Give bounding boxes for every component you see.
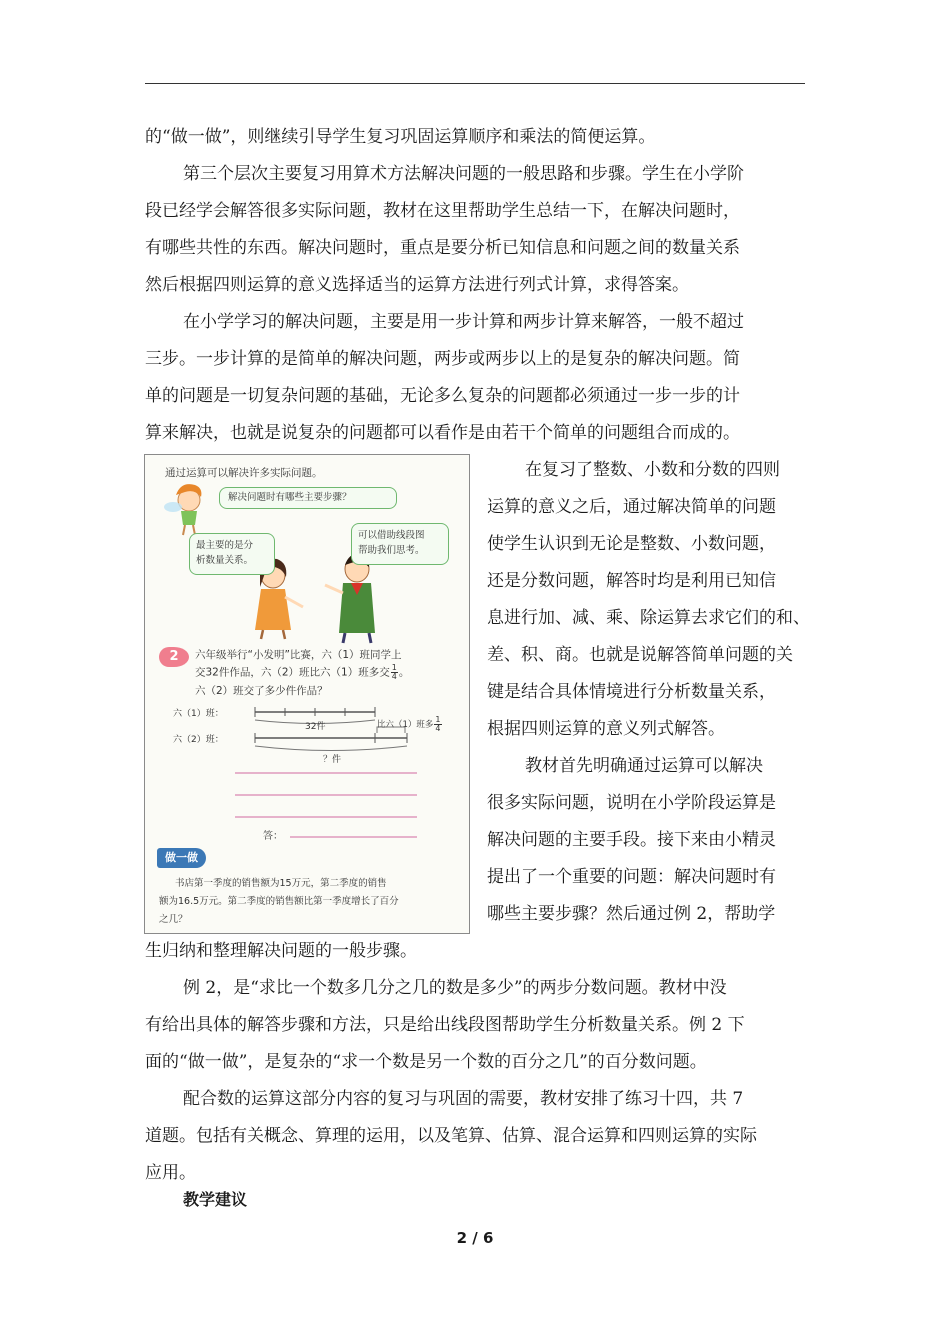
text-line: 运算的意义之后，通过解决简单的问题 bbox=[487, 497, 776, 517]
practice-text-line: 额为16.5万元。第二季度的销售额比第一季度增长了百分 bbox=[159, 896, 399, 907]
elf-question-bubble bbox=[219, 487, 397, 509]
text-line: 配合数的运算这部分内容的复习与巩固的需要，教材安排了练习十四，共 7 bbox=[183, 1089, 744, 1109]
text-line: 面的“做一做”，是复杂的“求一个数是另一个数的百分之几”的百分数问题。 bbox=[145, 1052, 707, 1072]
girl-speech-line: 析数量关系。 bbox=[196, 555, 254, 566]
example-text-line: 六（2）班交了多少件作品？ bbox=[195, 685, 328, 697]
text-line: 教材首先明确通过运算可以解决 bbox=[525, 756, 763, 776]
text-line: 很多实际问题，说明在小学阶段运算是 bbox=[487, 793, 776, 813]
text-line: 有哪些共性的东西。解决问题时，重点是要分析已知信息和问题之间的数量关系 bbox=[145, 238, 740, 258]
answer-label: 答： bbox=[263, 831, 283, 842]
practice-text-line: 书店第一季度的销售额为15万元，第二季度的销售 bbox=[175, 878, 387, 889]
page-number: 2 / 6 bbox=[456, 1229, 494, 1247]
textbook-figure bbox=[144, 454, 470, 934]
fraction-denominator: 4 bbox=[391, 672, 397, 681]
text-line: 解决问题的主要手段。接下来由小精灵 bbox=[487, 830, 776, 850]
more-label-text: 比六（1）班多 bbox=[377, 720, 434, 730]
text-line: 息进行加、减、乘、除运算去求它们的和、 bbox=[487, 608, 810, 628]
text-line: 生归纳和整理解决问题的一般步骤。 bbox=[145, 941, 417, 961]
text-line: 在复习了整数、小数和分数的四则 bbox=[525, 460, 780, 480]
text-line: 差、积、商。也就是说解答简单问题的关 bbox=[487, 645, 793, 665]
example-number-badge: 2 bbox=[159, 647, 189, 667]
text-line: 例 2，是“求比一个数多几分之几的数是多少”的两步分数问题。教材中没 bbox=[183, 978, 727, 998]
class2-value: ？件 bbox=[323, 755, 342, 765]
text-line: 提出了一个重要的问题：解决问题时有 bbox=[487, 867, 776, 887]
practice-badge: 做一做 bbox=[157, 848, 206, 868]
girl-speech-bubble bbox=[189, 533, 275, 575]
fraction-numerator: 1 bbox=[435, 715, 441, 724]
class1-label: 六（1）班： bbox=[173, 709, 224, 719]
girl-speech-line: 最主要的是分 bbox=[196, 540, 254, 551]
text-line: 的“做一做”，则继续引导学生复习巩固运算顺序和乘法的简便运算。 bbox=[145, 127, 656, 147]
fraction-numerator: 1 bbox=[391, 663, 397, 672]
class2-label: 六（2）班： bbox=[173, 735, 224, 745]
fraction bbox=[434, 716, 441, 733]
period: 。 bbox=[398, 666, 410, 679]
practice-text-line: 之几？ bbox=[159, 914, 188, 925]
text-line: 算来解决，也就是说复杂的问题都可以看作是由若干个简单的问题组合而成的。 bbox=[145, 423, 740, 443]
text-line: 段已经学会解答很多实际问题，教材在这里帮助学生总结一下，在解决问题时， bbox=[145, 201, 740, 221]
elf-illustration bbox=[164, 484, 201, 535]
elf-question: 解决问题时有哪些主要步骤？ bbox=[228, 492, 352, 503]
text-line: 根据四则运算的意义列式解答。 bbox=[487, 719, 725, 739]
class1-value: 32件 bbox=[305, 722, 326, 732]
text-line: 哪些主要步骤？然后通过例 2，帮助学 bbox=[487, 904, 776, 924]
more-label bbox=[377, 716, 443, 733]
text-line: 应用。 bbox=[145, 1163, 196, 1183]
text-line: 有给出具体的解答步骤和方法，只是给出线段图帮助学生分析数量关系。例 2 下 bbox=[145, 1015, 745, 1035]
text-line: 使学生认识到无论是整数、小数问题， bbox=[487, 534, 776, 554]
text-line: 还是分数问题，解答时均是利用已知信 bbox=[487, 571, 776, 591]
text-line: 单的问题是一切复杂问题的基础，无论多么复杂的问题都必须通过一步一步的计 bbox=[145, 386, 740, 406]
fraction-denominator: 4 bbox=[435, 724, 441, 733]
section-heading: 教学建议 bbox=[183, 1190, 248, 1209]
example-text-line bbox=[195, 664, 409, 681]
boy-speech-line: 可以借助线段图 bbox=[358, 530, 425, 541]
header-rule bbox=[145, 83, 805, 84]
text-line: 键是结合具体情境进行分析数量关系， bbox=[487, 682, 776, 702]
boy-illustration bbox=[325, 554, 375, 643]
figure-intro: 通过运算可以解决许多实际问题。 bbox=[165, 467, 323, 479]
text-line: 第三个层次主要复习用算术方法解决问题的一般思路和步骤。学生在小学阶 bbox=[183, 164, 744, 184]
text-line: 道题。包括有关概念、算理的运用，以及笔算、估算、混合运算和四则运算的实际 bbox=[145, 1126, 757, 1146]
boy-speech-bubble bbox=[351, 523, 449, 565]
example-text-part: 交32件作品，六（2）班比六（1）班多交 bbox=[195, 666, 390, 679]
text-line: 在小学学习的解决问题，主要是用一步计算和两步计算来解答，一般不超过 bbox=[183, 312, 744, 332]
boy-speech-line: 帮助我们思考。 bbox=[358, 545, 425, 556]
fraction bbox=[391, 664, 398, 681]
text-line: 三步。一步计算的是简单的解决问题，两步或两步以上的是复杂的解决问题。简 bbox=[145, 349, 740, 369]
text-line: 然后根据四则运算的意义选择适当的运算方法进行列式计算，求得答案。 bbox=[145, 275, 689, 295]
example-text-line: 六年级举行“小发明”比赛，六（1）班同学上 bbox=[195, 649, 402, 661]
